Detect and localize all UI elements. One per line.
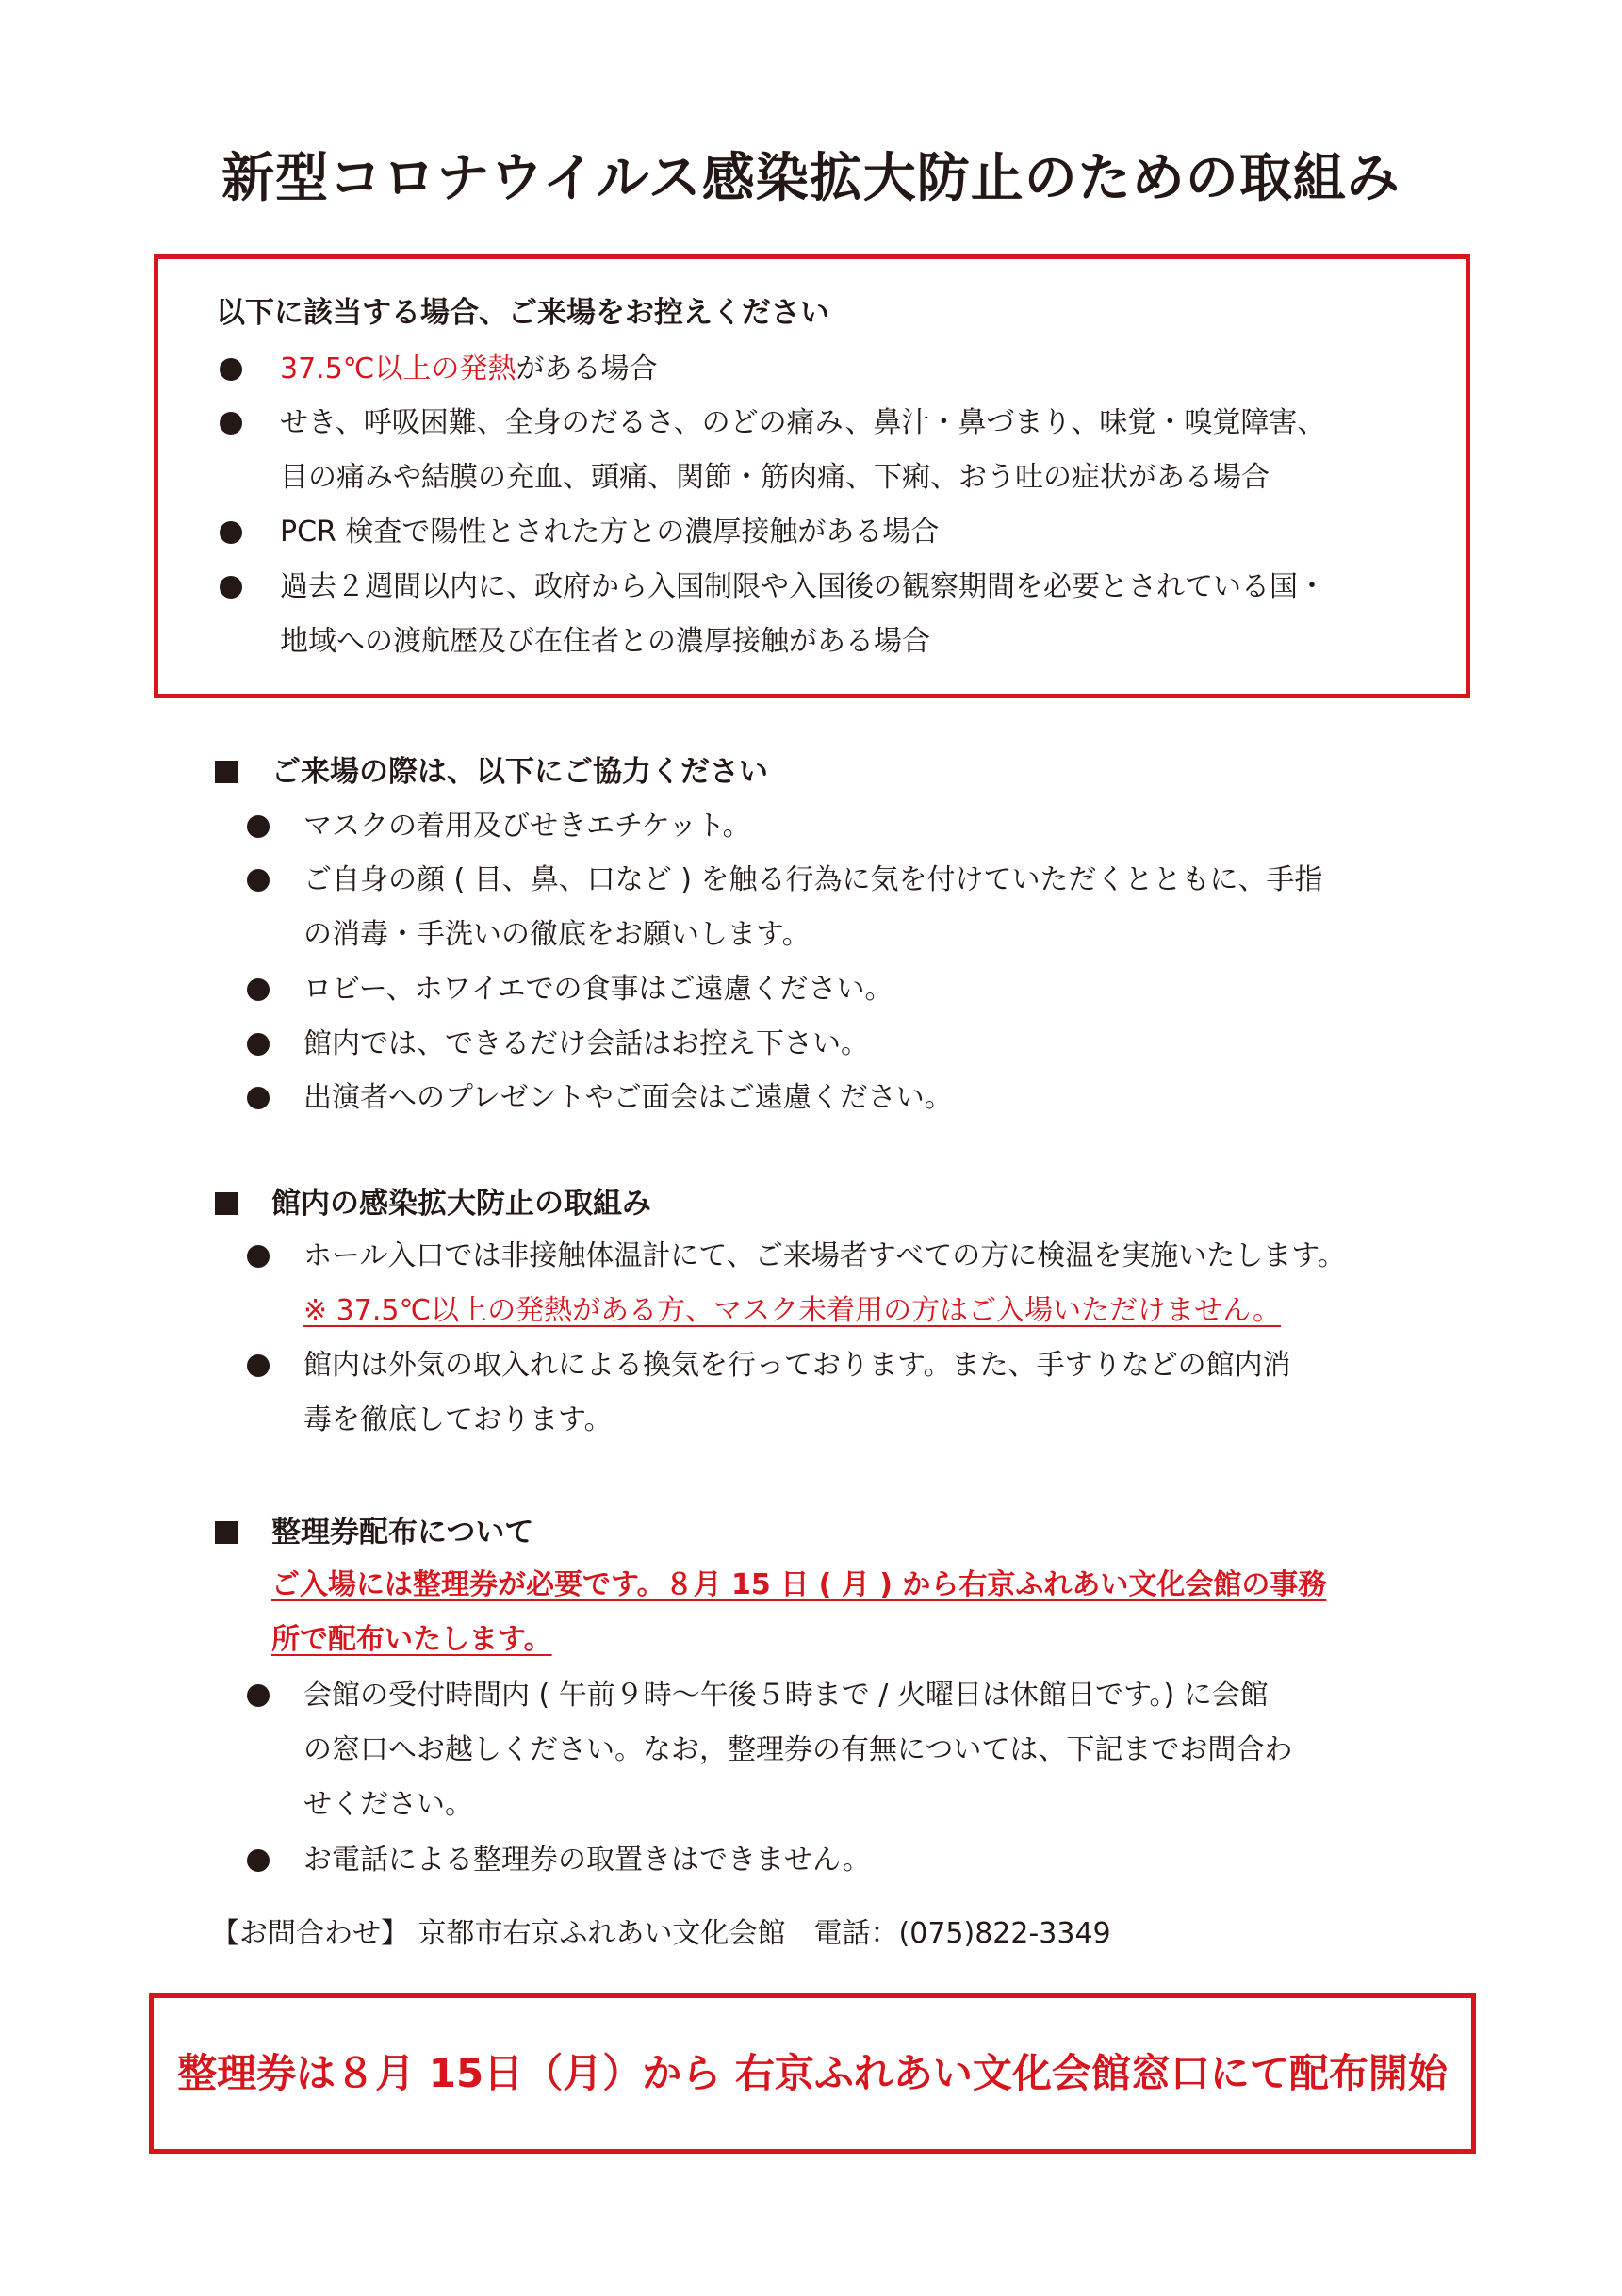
bullet-dot-icon xyxy=(247,1354,270,1377)
cooperate-item-5: 出演者へのプレゼントやご面会はご遠慮ください。 xyxy=(303,1081,953,1114)
bullet-dot-icon xyxy=(247,1087,270,1109)
bullet-dot-icon xyxy=(247,869,270,892)
bullet-dot-icon xyxy=(220,412,242,435)
bullet-dot-icon xyxy=(247,1033,270,1056)
tickets-notice-line1: ご入場には整理券が必要です。８月 15 日 ( 月 ) から右京ふれあい文化会館の事務 xyxy=(271,1568,1327,1601)
tickets-item-2: お電話による整理券の取置きはできません。 xyxy=(303,1844,871,1877)
bullet-dot-icon xyxy=(220,576,242,599)
page-title: 新型コロナウイルス感染拡大防止のための取組み xyxy=(221,148,1401,209)
distribution-banner-text: 整理券は８月 15日（月）から 右京ふれあい文化会館窓口にて配布開始 xyxy=(177,2050,1448,2096)
bullet-dot-icon xyxy=(247,1684,270,1707)
cooperate-item-2-line2: の消毒・手洗いの徹底をお願いします。 xyxy=(303,918,811,951)
cooperate-item-2-line1: ご自身の顔 ( 目、鼻、口など ) を触る行為に気を付けていただくとともに、手指 xyxy=(303,863,1323,896)
tickets-item-1-line3: せください。 xyxy=(303,1788,473,1821)
tickets-item-1-line1: 会館の受付時間内 ( 午前９時～午後５時まで / 火曜日は休館日です。) に会館 xyxy=(303,1679,1269,1712)
restriction-item-2-line1: せき、呼吸困難、全身のだるさ、のどの痛み、鼻汁・鼻づまり、味覚・嗅覚障害、 xyxy=(280,406,1326,439)
measures-item-1: ホール入口では非接触体温計にて、ご来場者すべての方に検温を実施いたします。 xyxy=(303,1239,1346,1272)
bullet-dot-icon xyxy=(247,1245,270,1268)
measures-item-2-line2: 毒を徹底しております。 xyxy=(303,1403,613,1436)
restriction-item-2-line2: 目の痛みや結膜の充血、頭痛、関節・筋肉痛、下痢、おう吐の症状がある場合 xyxy=(280,461,1270,494)
measures-item-2-line1: 館内は外気の取入れによる換気を行っております。また、手すりなどの館内消 xyxy=(303,1349,1291,1382)
bullet-dot-icon xyxy=(247,815,270,838)
cooperate-heading: ご来場の際は、以下にご協力ください xyxy=(271,755,768,789)
measures-heading: 館内の感染拡大防止の取組み xyxy=(271,1187,651,1221)
tickets-heading: 整理券配布について xyxy=(271,1516,534,1550)
restriction-heading: 以下に該当する場合、ご来場をお控えください xyxy=(216,296,829,330)
restriction-item-3: PCR 検査で陽性とされた方との濃厚接触がある場合 xyxy=(280,516,940,549)
restriction-item-4-line2: 地域への渡航歴及び在住者との濃厚接触がある場合 xyxy=(280,625,930,658)
cooperate-item-1: マスクの着用及びせきエチケット。 xyxy=(303,810,751,843)
contact-line: 【お問合わせ】 京都市右京ふれあい文化会館 電話：(075)822-3349 xyxy=(211,1917,1111,1950)
cooperate-item-4: 館内では、できるだけ会話はお控え下さい。 xyxy=(303,1027,869,1060)
section-square-icon xyxy=(215,1521,238,1544)
tickets-item-1-line2: の窓口へお越しください。なお，整理券の有無については、下記までお問合わ xyxy=(303,1733,1293,1766)
bullet-dot-icon xyxy=(247,1849,270,1872)
cooperate-item-3: ロビー、ホワイエでの食事はご遠慮ください。 xyxy=(303,973,893,1006)
restriction-item-1: 37.5℃以上の発熱がある場合 xyxy=(280,353,658,385)
measures-warning-note: ※ 37.5℃以上の発熱がある方、マスク未着用の方はご入場いただけません。 xyxy=(303,1294,1281,1327)
restriction-item-4-line1: 過去２週間以内に、政府から入国制限や入国後の観察期間を必要とされている国・ xyxy=(280,570,1326,603)
bullet-dot-icon xyxy=(220,521,242,544)
tickets-notice-line2: 所で配布いたします。 xyxy=(271,1623,552,1656)
section-square-icon xyxy=(215,761,238,783)
bullet-dot-icon xyxy=(247,978,270,1001)
bullet-dot-icon xyxy=(220,358,242,381)
section-square-icon xyxy=(215,1192,238,1215)
